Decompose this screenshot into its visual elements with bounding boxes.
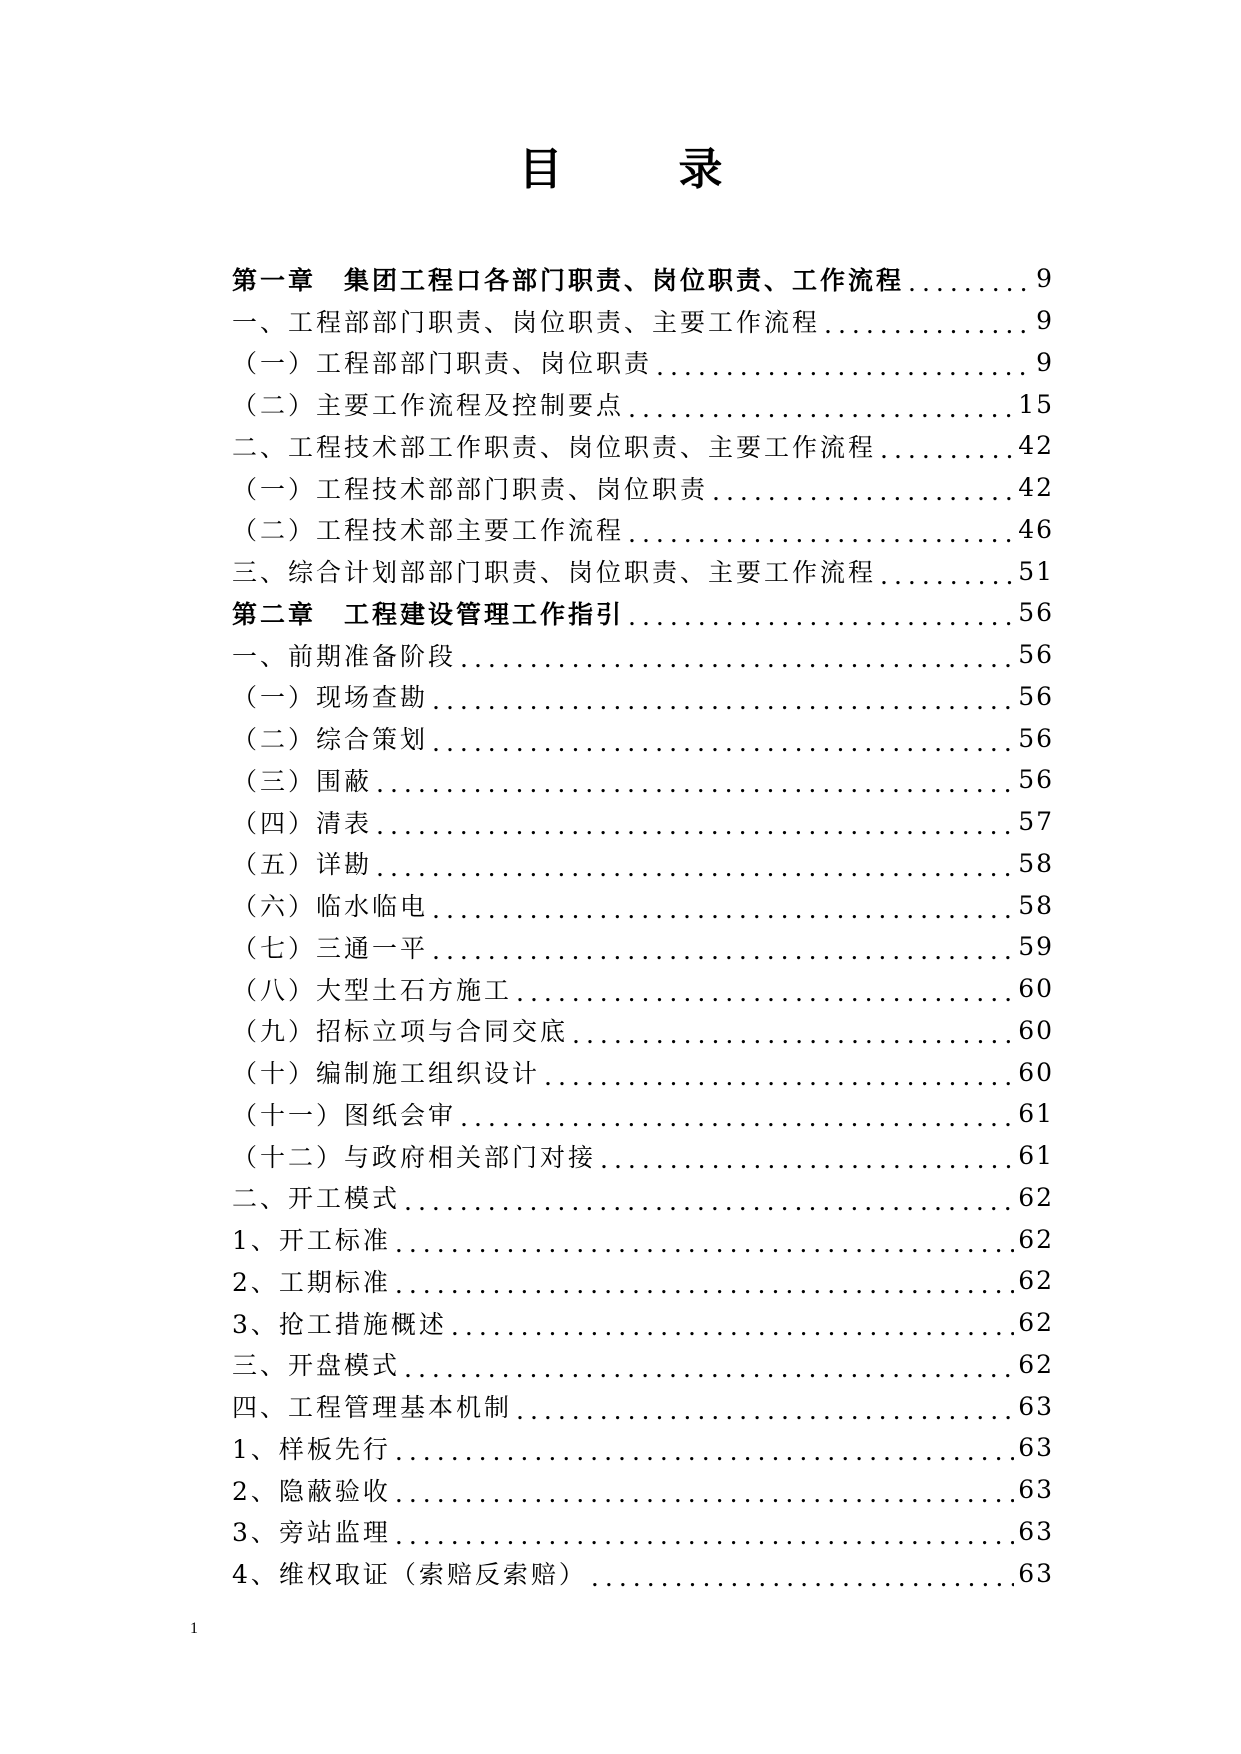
toc-entry-page: 63 [1018, 1433, 1054, 1463]
toc-entry[interactable] [232, 383, 1054, 425]
toc-dot-leader [880, 563, 1014, 588]
toc-dot-leader [432, 688, 1014, 713]
toc-entry-page: 62 [1018, 1349, 1054, 1379]
toc-entry-page: 62 [1018, 1308, 1054, 1338]
toc-entry-page: 62 [1018, 1224, 1054, 1254]
toc-entry-page: 57 [1018, 807, 1054, 837]
page-number: 1 [190, 1620, 198, 1637]
toc-entry[interactable] [232, 1093, 1054, 1135]
toc-entry-title: （二）综合策划 [232, 725, 429, 755]
toc-dot-leader [395, 1523, 1014, 1548]
toc-entry-page: 58 [1018, 848, 1054, 878]
toc-entry[interactable] [232, 843, 1054, 885]
toc-dot-leader [432, 938, 1014, 963]
toc-entry[interactable] [232, 1010, 1054, 1052]
toc-dot-leader [376, 855, 1014, 880]
toc-dot-leader [395, 1231, 1014, 1256]
toc-entry-title: 第一章 集团工程口各部门职责、岗位职责、工作流程 [232, 265, 905, 295]
toc-dot-leader [451, 1314, 1014, 1339]
toc-entry[interactable] [232, 467, 1054, 509]
toc-entry[interactable] [232, 884, 1054, 926]
toc-entry[interactable] [232, 1552, 1054, 1594]
toc-dot-leader [404, 1189, 1014, 1214]
toc-entry-title: （十二）与政府相关部门对接 [232, 1142, 597, 1172]
toc-entry[interactable] [232, 1344, 1054, 1386]
toc-dot-leader [376, 771, 1014, 796]
toc-entry-title: （四）清表 [232, 808, 373, 838]
toc-entry[interactable] [232, 717, 1054, 759]
toc-dot-leader [572, 1022, 1014, 1047]
toc-entry[interactable] [232, 1260, 1054, 1302]
toc-entry[interactable] [232, 801, 1054, 843]
toc-dot-leader [880, 437, 1014, 462]
toc-entry[interactable] [232, 1177, 1054, 1219]
toc-entry-title: （九）招标立项与合同交底 [232, 1017, 569, 1047]
toc-entry-page: 63 [1018, 1475, 1054, 1505]
toc-entry-page: 51 [1018, 556, 1054, 586]
toc-entry[interactable] [232, 1218, 1054, 1260]
toc-entry-page: 60 [1018, 974, 1054, 1004]
toc-entry-page: 60 [1018, 1057, 1054, 1087]
toc-entry-page: 60 [1018, 1015, 1054, 1045]
toc-entry-page: 59 [1018, 932, 1054, 962]
toc-entry-title: （七）三通一平 [232, 933, 429, 963]
toc-dot-leader [628, 521, 1014, 546]
toc-dot-leader [376, 813, 1014, 838]
toc-entry-title: 二、工程技术部工作职责、岗位职责、主要工作流程 [232, 432, 877, 462]
toc-entry-title: 2、隐蔽验收 [232, 1476, 391, 1506]
toc-entry[interactable] [232, 759, 1054, 801]
toc-entry-title: （一）工程技术部部门职责、岗位职责 [232, 474, 709, 504]
toc-entry-page: 56 [1018, 598, 1054, 628]
toc-entry[interactable] [232, 509, 1054, 551]
toc-dot-leader [516, 1398, 1014, 1423]
toc-dot-leader [824, 312, 1032, 337]
toc-entry-page: 56 [1018, 681, 1054, 711]
toc-entry-title: （十一）图纸会审 [232, 1100, 457, 1130]
toc-entry[interactable] [232, 1385, 1054, 1427]
toc-entry-title: （二）工程技术部主要工作流程 [232, 516, 625, 546]
toc-entry-page: 9 [1036, 347, 1054, 377]
toc-entry-page: 63 [1018, 1516, 1054, 1546]
toc-entry[interactable] [232, 634, 1054, 676]
toc-dot-leader [712, 479, 1014, 504]
page-title: 目 录 [518, 144, 759, 195]
toc-entry[interactable] [232, 342, 1054, 384]
toc-dot-leader [516, 980, 1014, 1005]
toc-dot-leader [460, 1105, 1014, 1130]
toc-entry-title: 4、维权取证（索赔反索赔） [232, 1560, 587, 1590]
toc-dot-leader [628, 396, 1014, 421]
toc-entry-page: 62 [1018, 1182, 1054, 1212]
toc-entry[interactable] [232, 425, 1054, 467]
toc-entry-title: 一、前期准备阶段 [232, 641, 457, 671]
toc-dot-leader [908, 270, 1032, 295]
toc-entry-page: 9 [1036, 264, 1054, 294]
toc-entry[interactable] [232, 1511, 1054, 1553]
toc-entry-page: 42 [1018, 473, 1054, 503]
toc-dot-leader [600, 1147, 1014, 1172]
toc-entry-title: （三）围蔽 [232, 766, 373, 796]
toc-entry-title: （十）编制施工组织设计 [232, 1059, 541, 1089]
toc-dot-leader [395, 1272, 1014, 1297]
toc-dot-leader [591, 1565, 1014, 1590]
toc-entry-page: 56 [1018, 723, 1054, 753]
toc-entry-title: 第二章 工程建设管理工作指引 [232, 599, 625, 629]
toc-dot-leader [432, 730, 1014, 755]
toc-entry-title: 1、开工标准 [232, 1226, 391, 1256]
toc-entry-page: 56 [1018, 640, 1054, 670]
toc-entry-title: 3、抢工措施概述 [232, 1309, 447, 1339]
toc-entry-page: 63 [1018, 1558, 1054, 1588]
toc-entry-title: 二、开工模式 [232, 1184, 401, 1214]
toc-dot-leader [544, 1064, 1014, 1089]
toc-entry-title: （一）现场查勘 [232, 683, 429, 713]
toc-entry-title: 四、工程管理基本机制 [232, 1393, 513, 1423]
toc-dot-leader [628, 604, 1014, 629]
table-of-contents [232, 258, 1054, 1594]
toc-entry-title: 三、开盘模式 [232, 1351, 401, 1381]
toc-entry-title: 3、旁站监理 [232, 1518, 391, 1548]
toc-chapter-entry[interactable] [232, 592, 1054, 634]
toc-chapter-entry[interactable] [232, 258, 1054, 300]
toc-entry-title: 一、工程部部门职责、岗位职责、主要工作流程 [232, 307, 821, 337]
toc-entry[interactable] [232, 676, 1054, 718]
toc-entry-title: 三、综合计划部部门职责、岗位职责、主要工作流程 [232, 558, 877, 588]
toc-entry[interactable] [232, 1135, 1054, 1177]
toc-entry-page: 56 [1018, 765, 1054, 795]
toc-entry[interactable] [232, 1051, 1054, 1093]
toc-entry-page: 58 [1018, 890, 1054, 920]
toc-dot-leader [395, 1481, 1014, 1506]
toc-dot-leader [395, 1439, 1014, 1464]
toc-entry-title: （六）临水临电 [232, 892, 429, 922]
toc-entry-page: 61 [1018, 1141, 1054, 1171]
toc-entry[interactable] [232, 550, 1054, 592]
toc-dot-leader [460, 646, 1014, 671]
toc-dot-leader [432, 897, 1014, 922]
toc-entry[interactable] [232, 968, 1054, 1010]
toc-entry-page: 46 [1018, 514, 1054, 544]
toc-entry[interactable] [232, 300, 1054, 342]
toc-entry-page: 9 [1036, 306, 1054, 336]
toc-entry[interactable] [232, 1302, 1054, 1344]
toc-dot-leader [404, 1356, 1014, 1381]
toc-entry-title: （八）大型土石方施工 [232, 975, 513, 1005]
toc-entry-title: 1、样板先行 [232, 1434, 391, 1464]
toc-entry[interactable] [232, 1427, 1054, 1469]
toc-entry-title: （二）主要工作流程及控制要点 [232, 391, 625, 421]
toc-entry-page: 63 [1018, 1391, 1054, 1421]
toc-entry[interactable] [232, 926, 1054, 968]
toc-dot-leader [656, 354, 1032, 379]
toc-entry-page: 15 [1018, 389, 1054, 419]
toc-entry-title: （五）详勘 [232, 850, 373, 880]
toc-entry-page: 42 [1018, 431, 1054, 461]
toc-entry-title: （一）工程部部门职责、岗位职责 [232, 349, 653, 379]
toc-entry-title: 2、工期标准 [232, 1267, 391, 1297]
toc-entry-page: 61 [1018, 1099, 1054, 1129]
toc-entry-page: 62 [1018, 1266, 1054, 1296]
toc-entry[interactable] [232, 1469, 1054, 1511]
